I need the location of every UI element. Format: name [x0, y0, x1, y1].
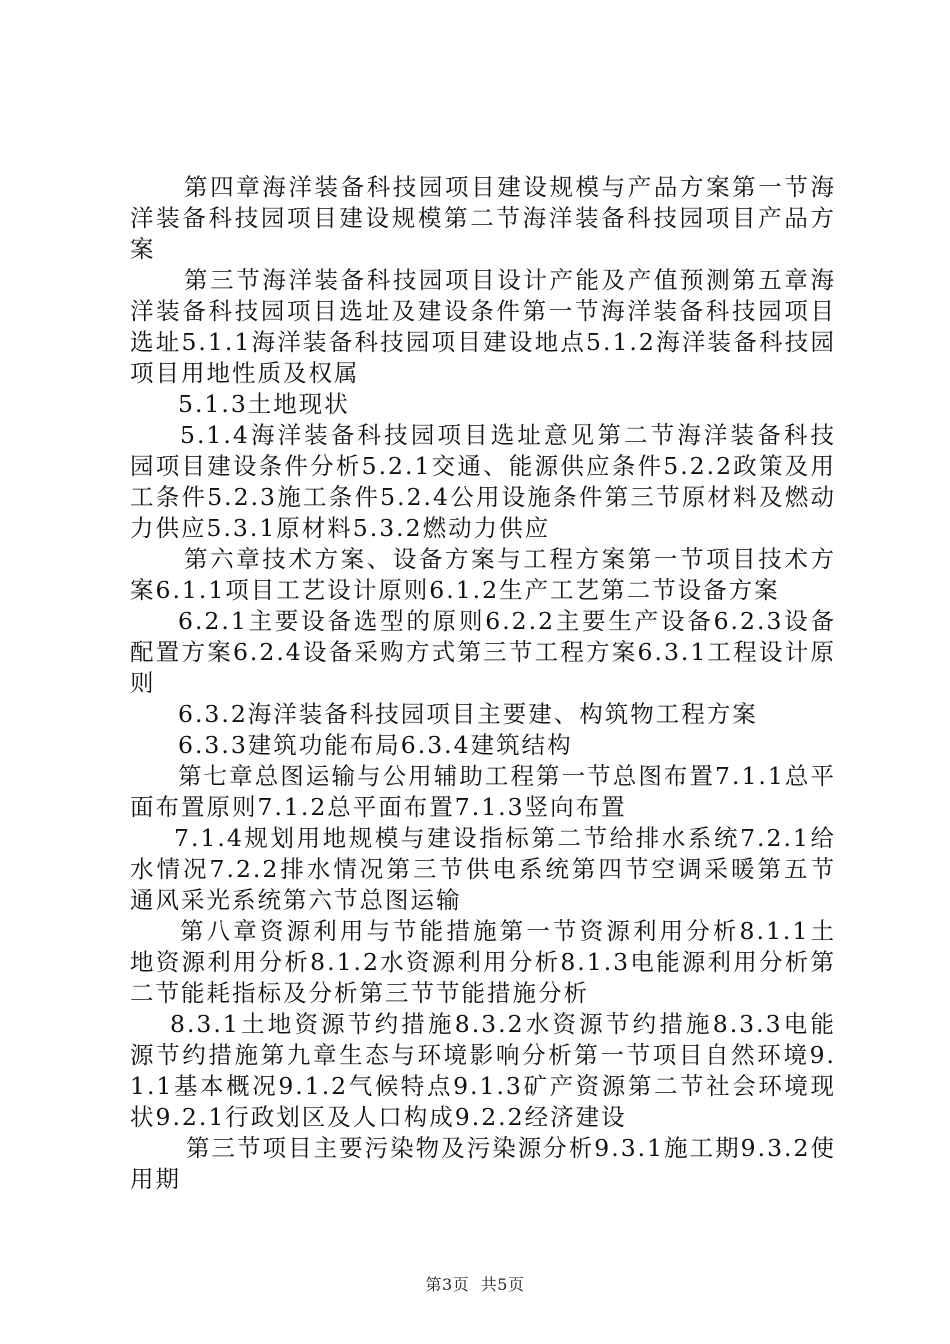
- paragraph-9-3: 第三节项目主要污染物及污染源分析9.3.1施工期9.3.2使用期: [130, 1134, 836, 1193]
- page-total: 共5页: [480, 1275, 525, 1294]
- paragraph-chapter-8: 第八章资源利用与节能措施第一节资源利用分析8.1.1土地资源利用分析8.1.2水资源利用分析8.1.3电能源利用分析第二节能耗指标及分析第三节节能措施分析: [130, 917, 836, 1007]
- paragraph-chapter-6: 第六章技术方案、设备方案与工程方案第一节项目技术方案6.1.1项目工艺设计原则6.1.2生产工艺第二节设备方案: [130, 545, 836, 604]
- paragraph-8-3-1: 8.3.1土地资源节约措施8.3.2水资源节约措施8.3.3电能源节约措施第九章生态与环境影响分析第一节项目自然环境9.1.1基本概况9.1.2气候特点9.1.3矿产资源第二节社会环境现状9.2.1行政划区及人口构成9.2.2经济建设: [130, 1010, 836, 1131]
- paragraph-5-1-4: 5.1.4海洋装备科技园项目选址意见第二节海洋装备科技园项目建设条件分析5.2.1交通、能源供应条件5.2.2政策及用工条件5.2.3施工条件5.2.4公用设施条件第三节原材料及燃动力供应5.3.1原材料5.3.2燃动力供应: [130, 421, 836, 542]
- paragraph-6-3-3: 6.3.3建筑功能布局6.3.4建筑结构: [178, 731, 573, 759]
- paragraph-chapter-5: 第三节海洋装备科技园项目设计产能及产值预测第五章海洋装备科技园项目选址及建设条件第一节海洋装备科技园项目选址5.1.1海洋装备科技园项目建设地点5.1.2海洋装备科技园项目用地性质及权属: [130, 266, 836, 387]
- paragraph-6-2-1: 6.2.1主要设备选型的原则6.2.2主要生产设备6.2.3设备配置方案6.2.4设备采购方式第三节工程方案6.3.1工程设计原则: [130, 607, 836, 697]
- paragraph-6-3-2: 6.3.2海洋装备科技园项目主要建、构筑物工程方案: [178, 700, 758, 728]
- paragraph-7-1-4: 7.1.4规划用地规模与建设指标第二节给排水系统7.2.1给水情况7.2.2排水情况第三节供电系统第四节空调采暖第五节通风采光系统第六节总图运输: [130, 824, 836, 914]
- paragraph-5-1-3: 5.1.3土地现状: [178, 390, 350, 418]
- document-body: [130, 172, 836, 1195]
- page-number: 第3页: [425, 1275, 470, 1294]
- paragraph-chapter-7: 第七章总图运输与公用辅助工程第一节总图布置7.1.1总平面布置原则7.1.2总平面布置7.1.3竖向布置: [130, 762, 836, 821]
- page-footer: [0, 1272, 950, 1295]
- paragraph-chapter-4: 第四章海洋装备科技园项目建设规模与产品方案第一节海洋装备科技园项目建设规模第二节海洋装备科技园项目产品方案: [130, 173, 836, 263]
